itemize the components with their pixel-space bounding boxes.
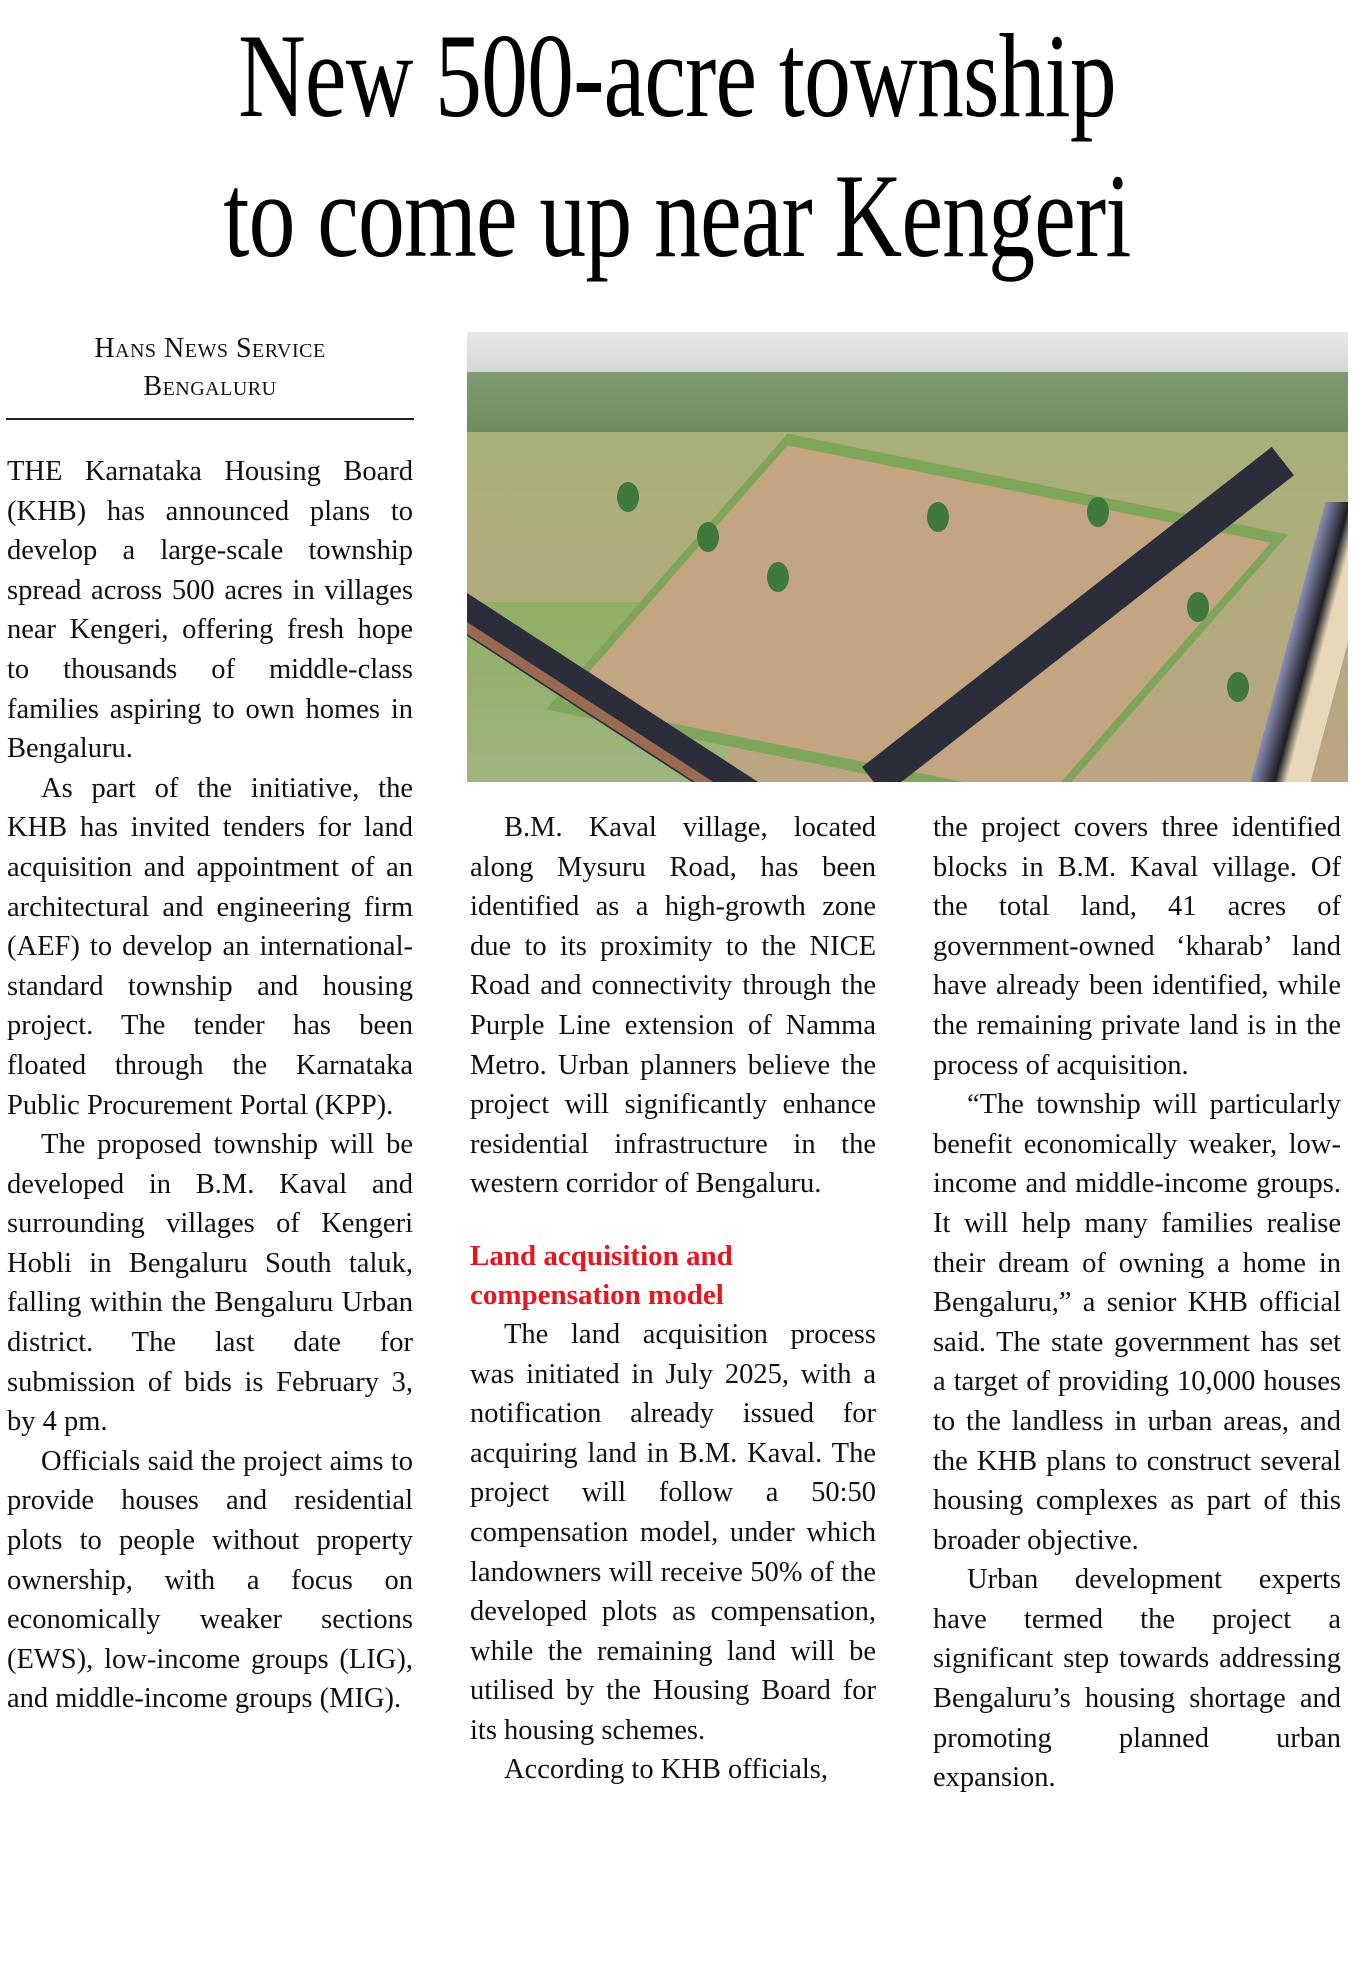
byline-divider [6, 418, 414, 420]
photo-tree [617, 482, 639, 512]
headline [0, 0, 1354, 290]
paragraph: As part of the initiative, the KHB has invited tenders for land acquisition and appointment of an architectural and engineering firm (AEF) to develop an international-standard township and housing project. The tender has been floated through the Karnataka Public Procurement Portal (KPP). [7, 772, 413, 1121]
headline-line-2: to come up near Kengeri [223, 149, 1131, 282]
paragraph: Officials said the project aims to provide houses and residential plots to people without property ownership, with a focus on economically weaker sections (EWS), low-income groups (LIG), and middle-income groups (MIG). [7, 1445, 413, 1715]
section-subhead: Land acquisition and compensation model [470, 1239, 733, 1311]
article-column-3 [933, 808, 1341, 1798]
headline-line-1: New 500-acre township [238, 9, 1116, 142]
paragraph: The land acquisition process was initiated in July 2025, with a notification already issued for acquiring land in B.M. Kaval. The project will follow a 50:50 compensation model, under which landowners will receive 50% of the developed plots as compensation, while the remaining land will be utilised by the Housing Board for its housing schemes. [470, 1318, 876, 1746]
article-column-2 [470, 808, 876, 1790]
paragraph: the project covers three identified blocks in B.M. Kaval village. Of the total land, 41 acres of government-owned ‘kharab’ land have already been identified, while the remaining private land is in the process of acquisition. [933, 812, 1341, 1081]
paragraph: According to KHB officials, [504, 1754, 828, 1786]
photo-tree [927, 502, 949, 532]
photo-tree [1227, 672, 1249, 702]
byline [6, 330, 414, 406]
photo-tree [1087, 497, 1109, 527]
paragraph: B.M. Kaval village, located along Mysuru Road, has been identified as a high-growth zone due to its proximity to the NICE Road and connectivity through the Purple Line extension of Namma Metro. Urban planners believe the project will significantly enhance residential infrastructure in the western corridor of Bengaluru. [470, 812, 876, 1200]
photo-tree [697, 522, 719, 552]
photo-tree [767, 562, 789, 592]
paragraph: THE Karnataka Housing Board (KHB) has announced plans to develop a large-scale township spread across 500 acres in villages near Kengeri, offering fresh hope to thousands of middle-class families aspiring to own homes in Bengaluru. [7, 456, 413, 765]
byline-agency: Hans News Service [94, 333, 326, 364]
paragraph: Urban development experts have termed the project a significant step towards addressing Bengaluru’s housing shortage and promoting planned urban expansion. [933, 1564, 1341, 1794]
photo-tree [1187, 592, 1209, 622]
article-photo [467, 332, 1348, 782]
paragraph: “The township will particularly benefit economically weaker, low-income and middle-income groups. It will help many families realise their dream of owning a home in Bengaluru,” a senior KHB official said. The state government has set a target of providing 10,000 houses to the landless in urban areas, and the KHB plans to construct several housing complexes as part of this broader objective. [933, 1089, 1341, 1556]
article-column-1 [7, 452, 413, 1719]
byline-dateline: Bengaluru [143, 371, 277, 402]
paragraph: The proposed township will be developed in B.M. Kaval and surrounding villages of Kengeri Hobli in Bengaluru South taluk, falling within the Bengaluru Urban district. The last date for submission of bids is February 3, by 4 pm. [7, 1129, 413, 1438]
